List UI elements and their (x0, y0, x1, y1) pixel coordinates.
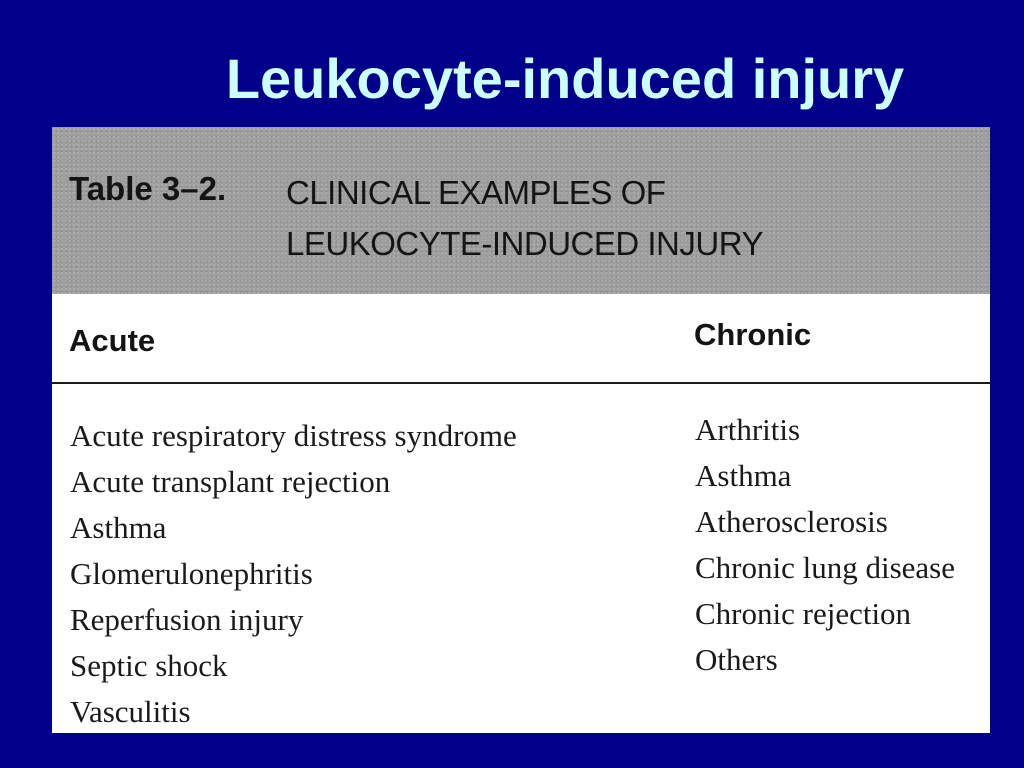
header-divider (52, 382, 990, 384)
table-caption-line-1: CLINICAL EXAMPLES OF (286, 174, 666, 211)
chronic-list (695, 407, 955, 683)
list-item: Others (695, 642, 778, 677)
list-item: Vasculitis (70, 694, 191, 729)
list-item: Acute respiratory distress syndrome (70, 418, 517, 453)
list-item: Acute transplant rejection (70, 464, 391, 499)
list-item: Asthma (70, 510, 167, 545)
column-header-acute: Acute (69, 323, 156, 358)
list-item: Arthritis (695, 412, 801, 447)
table-number: Table 3–2. (69, 170, 227, 207)
list-item: Reperfusion injury (70, 602, 304, 637)
list-item: Glomerulonephritis (70, 556, 313, 591)
list-item: Septic shock (70, 648, 228, 683)
list-item: Asthma (695, 458, 792, 493)
acute-list (70, 413, 517, 733)
list-item: Chronic rejection (695, 596, 912, 631)
table-header-band (52, 127, 990, 294)
column-header-chronic: Chronic (694, 317, 812, 352)
list-item: Atherosclerosis (695, 504, 888, 539)
table-caption (286, 167, 763, 269)
list-item: Chronic lung disease (695, 550, 956, 585)
table-image (52, 127, 990, 733)
table-caption-line-2: LEUKOCYTE-INDUCED INJURY (286, 225, 763, 262)
slide-title: Leukocyte-induced injury (225, 47, 905, 110)
